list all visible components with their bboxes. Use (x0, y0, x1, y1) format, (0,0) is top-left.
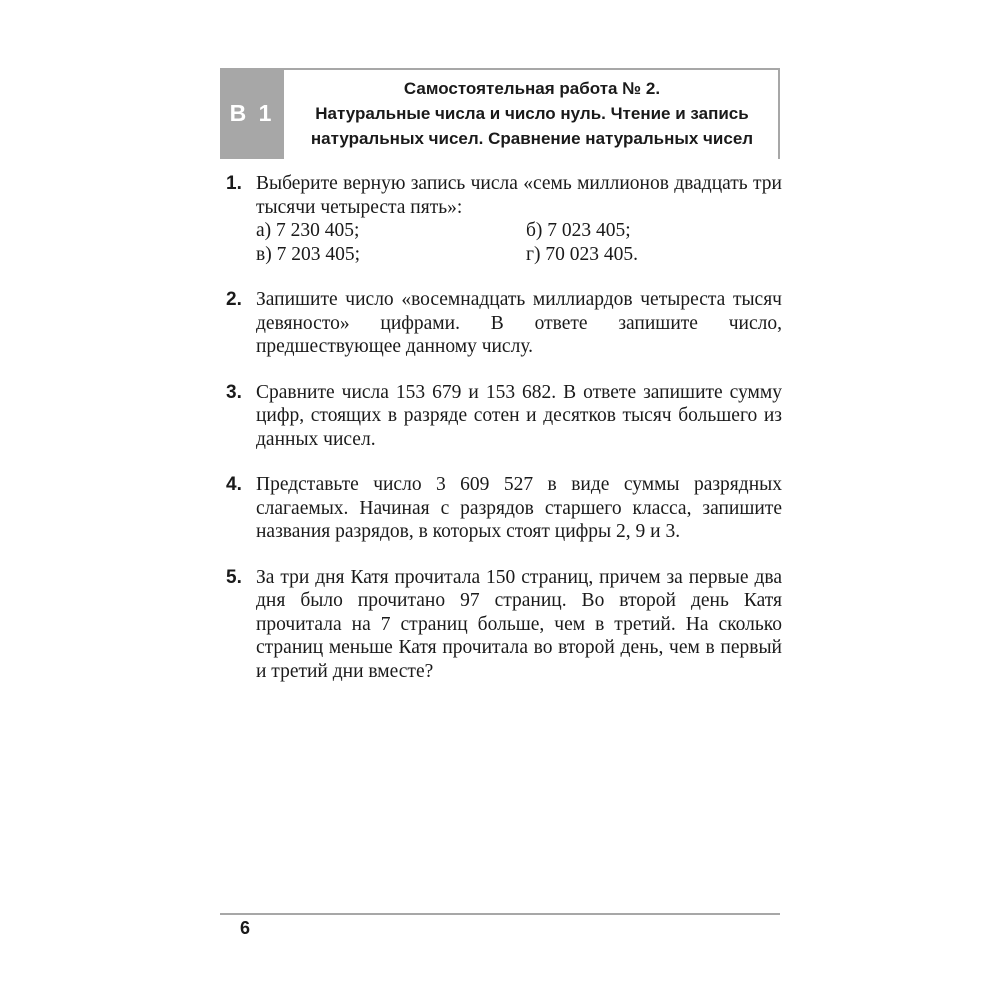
task-2 (226, 288, 782, 359)
task-body (256, 288, 782, 359)
task-number: 2. (226, 289, 242, 310)
task-text: За три дня Катя прочитала 150 страниц, причем за первые два дня было прочитано 97 страниц. Во второй день Катя прочитала на 7 страниц больше, чем в третий. На сколько страниц меньше Катя прочитала во второй день, чем в первый и третий дни вместе? (256, 566, 782, 682)
worksheet-header (220, 68, 780, 159)
task-text: Сравните числа 153 679 и 153 682. В ответе запишите сумму цифр, стоящих в разряде сотен и десятков тысяч большего из данных чисел. (256, 381, 782, 450)
task-body (256, 172, 782, 266)
worksheet-title (284, 68, 780, 159)
option-a: а) 7 230 405; (256, 220, 360, 241)
title-top-rule (284, 68, 780, 70)
task-text: Представьте число 3 609 527 в виде суммы разрядных слагаемых. Начиная с разрядов старшего класса, запишите названия разрядов, в которых стоят цифры 2, 9 и 3. (256, 474, 782, 542)
task-number: 4. (226, 474, 242, 495)
task-4 (226, 473, 782, 544)
task-3 (226, 381, 782, 452)
task-list (226, 172, 782, 705)
task-1 (226, 172, 782, 266)
page-number: 6 (240, 918, 251, 938)
task-number: 3. (226, 381, 242, 403)
footer-rule (220, 913, 780, 915)
task-5 (226, 566, 782, 684)
variant-badge: В 1 (220, 68, 284, 159)
title-line-2: Натуральные числа и число нуль. Чтение и запись (315, 104, 749, 123)
title-right-rule (778, 68, 780, 159)
task-body (256, 566, 782, 684)
title-line-3: натуральных чисел. Сравнение натуральных чисел (310, 129, 754, 148)
task-body (256, 473, 782, 544)
answer-options (256, 219, 782, 266)
option-b: б) 7 023 405; (526, 220, 631, 241)
title-line-1: Самостоятельная работа № 2. (403, 79, 661, 98)
task-number: 1. (226, 173, 242, 194)
task-body (256, 381, 782, 452)
option-d: г) 70 023 405. (526, 243, 638, 265)
task-number: 5. (226, 566, 242, 588)
task-text: Запишите число «восемнадцать миллиардов четыреста тысяч девяносто» цифрами. В ответе запишите число, предшествующее данному числу. (256, 289, 782, 357)
option-c: в) 7 203 405; (256, 243, 360, 265)
task-text: Выберите верную запись числа «семь миллионов двадцать три тысячи четыреста пять»: (256, 173, 782, 218)
